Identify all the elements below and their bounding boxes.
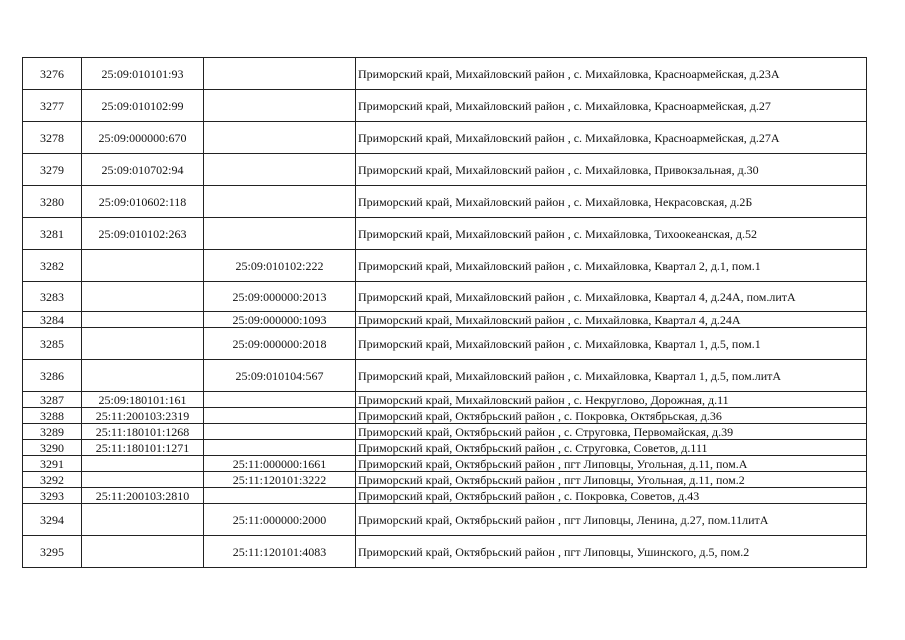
address-cell: Приморский край, Октябрьский район , пгт Липовцы, Угольная, д.11, пом.2 xyxy=(356,472,867,488)
table-row xyxy=(23,122,867,154)
premises-cadastral-number-cell: 25:09:010102:222 xyxy=(204,250,356,282)
table-row xyxy=(23,328,867,360)
table-row xyxy=(23,186,867,218)
cadastral-number-cell xyxy=(82,536,204,568)
cadastral-number-cell: 25:09:010101:93 xyxy=(82,58,204,90)
address-cell: Приморский край, Михайловский район , с. Михайловка, Красноармейская, д.27 xyxy=(356,90,867,122)
premises-cadastral-number-cell xyxy=(204,424,356,440)
premises-cadastral-number-cell: 25:09:000000:2018 xyxy=(204,328,356,360)
row-number-cell: 3280 xyxy=(23,186,82,218)
premises-cadastral-number-cell xyxy=(204,392,356,408)
row-number-cell: 3284 xyxy=(23,312,82,328)
row-number-cell: 3281 xyxy=(23,218,82,250)
premises-cadastral-number-cell: 25:11:000000:2000 xyxy=(204,504,356,536)
table-row xyxy=(23,360,867,392)
property-registry-table xyxy=(22,57,867,568)
row-number-cell: 3288 xyxy=(23,408,82,424)
table-row xyxy=(23,536,867,568)
table-row xyxy=(23,58,867,90)
row-number-cell: 3293 xyxy=(23,488,82,504)
premises-cadastral-number-cell xyxy=(204,186,356,218)
table-row xyxy=(23,408,867,424)
row-number-cell: 3276 xyxy=(23,58,82,90)
table-row xyxy=(23,154,867,186)
cadastral-number-cell xyxy=(82,282,204,312)
address-cell: Приморский край, Октябрьский район , с. Струговка, Первомайская, д.39 xyxy=(356,424,867,440)
premises-cadastral-number-cell: 25:11:120101:4083 xyxy=(204,536,356,568)
premises-cadastral-number-cell xyxy=(204,488,356,504)
table-row xyxy=(23,440,867,456)
table-row xyxy=(23,312,867,328)
address-cell: Приморский край, Михайловский район , с. Михайловка, Квартал 4, д.24А xyxy=(356,312,867,328)
cadastral-number-cell: 25:09:000000:670 xyxy=(82,122,204,154)
cadastral-number-cell: 25:09:010602:118 xyxy=(82,186,204,218)
address-cell: Приморский край, Октябрьский район , с. Покровка, Октябрьская, д.36 xyxy=(356,408,867,424)
premises-cadastral-number-cell xyxy=(204,440,356,456)
table-row xyxy=(23,456,867,472)
address-cell: Приморский край, Михайловский район , с. Михайловка, Квартал 4, д.24А, пом.литА xyxy=(356,282,867,312)
row-number-cell: 3295 xyxy=(23,536,82,568)
premises-cadastral-number-cell: 25:11:000000:1661 xyxy=(204,456,356,472)
address-cell: Приморский край, Михайловский район , с. Михайловка, Некрасовская, д.2Б xyxy=(356,186,867,218)
address-cell: Приморский край, Октябрьский район , пгт Липовцы, Угольная, д.11, пом.А xyxy=(356,456,867,472)
address-cell: Приморский край, Михайловский район , с. Михайловка, Квартал 1, д.5, пом.1 xyxy=(356,328,867,360)
cadastral-number-cell: 25:09:010102:99 xyxy=(82,90,204,122)
address-cell: Приморский край, Михайловский район , с. Михайловка, Красноармейская, д.27А xyxy=(356,122,867,154)
cadastral-number-cell xyxy=(82,456,204,472)
row-number-cell: 3290 xyxy=(23,440,82,456)
cadastral-number-cell: 25:11:200103:2319 xyxy=(82,408,204,424)
premises-cadastral-number-cell: 25:11:120101:3222 xyxy=(204,472,356,488)
cadastral-number-cell xyxy=(82,328,204,360)
cadastral-number-cell xyxy=(82,472,204,488)
premises-cadastral-number-cell: 25:09:000000:1093 xyxy=(204,312,356,328)
address-cell: Приморский край, Михайловский район , с. Михайловка, Красноармейская, д.23А xyxy=(356,58,867,90)
row-number-cell: 3291 xyxy=(23,456,82,472)
row-number-cell: 3283 xyxy=(23,282,82,312)
row-number-cell: 3289 xyxy=(23,424,82,440)
cadastral-number-cell xyxy=(82,360,204,392)
cadastral-number-cell: 25:09:010702:94 xyxy=(82,154,204,186)
table-row xyxy=(23,250,867,282)
cadastral-number-cell xyxy=(82,312,204,328)
address-cell: Приморский край, Октябрьский район , с. Струговка, Советов, д.111 xyxy=(356,440,867,456)
premises-cadastral-number-cell xyxy=(204,90,356,122)
cadastral-number-cell: 25:09:010102:263 xyxy=(82,218,204,250)
address-cell: Приморский край, Михайловский район , с. Михайловка, Квартал 2, д.1, пом.1 xyxy=(356,250,867,282)
table-row xyxy=(23,472,867,488)
table-row xyxy=(23,392,867,408)
row-number-cell: 3286 xyxy=(23,360,82,392)
cadastral-number-cell xyxy=(82,504,204,536)
table-row xyxy=(23,282,867,312)
table-row xyxy=(23,504,867,536)
row-number-cell: 3285 xyxy=(23,328,82,360)
address-cell: Приморский край, Октябрьский район , пгт Липовцы, Ушинского, д.5, пом.2 xyxy=(356,536,867,568)
table-row xyxy=(23,488,867,504)
cadastral-number-cell: 25:11:180101:1268 xyxy=(82,424,204,440)
premises-cadastral-number-cell: 25:09:000000:2013 xyxy=(204,282,356,312)
row-number-cell: 3277 xyxy=(23,90,82,122)
address-cell: Приморский край, Михайловский район , с. Некруглово, Дорожная, д.11 xyxy=(356,392,867,408)
address-cell: Приморский край, Октябрьский район , пгт Липовцы, Ленина, д.27, пом.11литА xyxy=(356,504,867,536)
table-row xyxy=(23,90,867,122)
cadastral-number-cell: 25:11:180101:1271 xyxy=(82,440,204,456)
premises-cadastral-number-cell xyxy=(204,122,356,154)
row-number-cell: 3282 xyxy=(23,250,82,282)
address-cell: Приморский край, Михайловский район , с. Михайловка, Квартал 1, д.5, пом.литА xyxy=(356,360,867,392)
row-number-cell: 3278 xyxy=(23,122,82,154)
table-row xyxy=(23,218,867,250)
premises-cadastral-number-cell xyxy=(204,154,356,186)
table-row xyxy=(23,424,867,440)
row-number-cell: 3279 xyxy=(23,154,82,186)
row-number-cell: 3292 xyxy=(23,472,82,488)
premises-cadastral-number-cell xyxy=(204,218,356,250)
premises-cadastral-number-cell: 25:09:010104:567 xyxy=(204,360,356,392)
cadastral-number-cell: 25:11:200103:2810 xyxy=(82,488,204,504)
row-number-cell: 3294 xyxy=(23,504,82,536)
premises-cadastral-number-cell xyxy=(204,408,356,424)
address-cell: Приморский край, Октябрьский район , с. Покровка, Советов, д.43 xyxy=(356,488,867,504)
cadastral-number-cell xyxy=(82,250,204,282)
row-number-cell: 3287 xyxy=(23,392,82,408)
address-cell: Приморский край, Михайловский район , с. Михайловка, Привокзальная, д.30 xyxy=(356,154,867,186)
cadastral-number-cell: 25:09:180101:161 xyxy=(82,392,204,408)
registry-table-body xyxy=(23,58,867,568)
premises-cadastral-number-cell xyxy=(204,58,356,90)
address-cell: Приморский край, Михайловский район , с. Михайловка, Тихоокеанская, д.52 xyxy=(356,218,867,250)
